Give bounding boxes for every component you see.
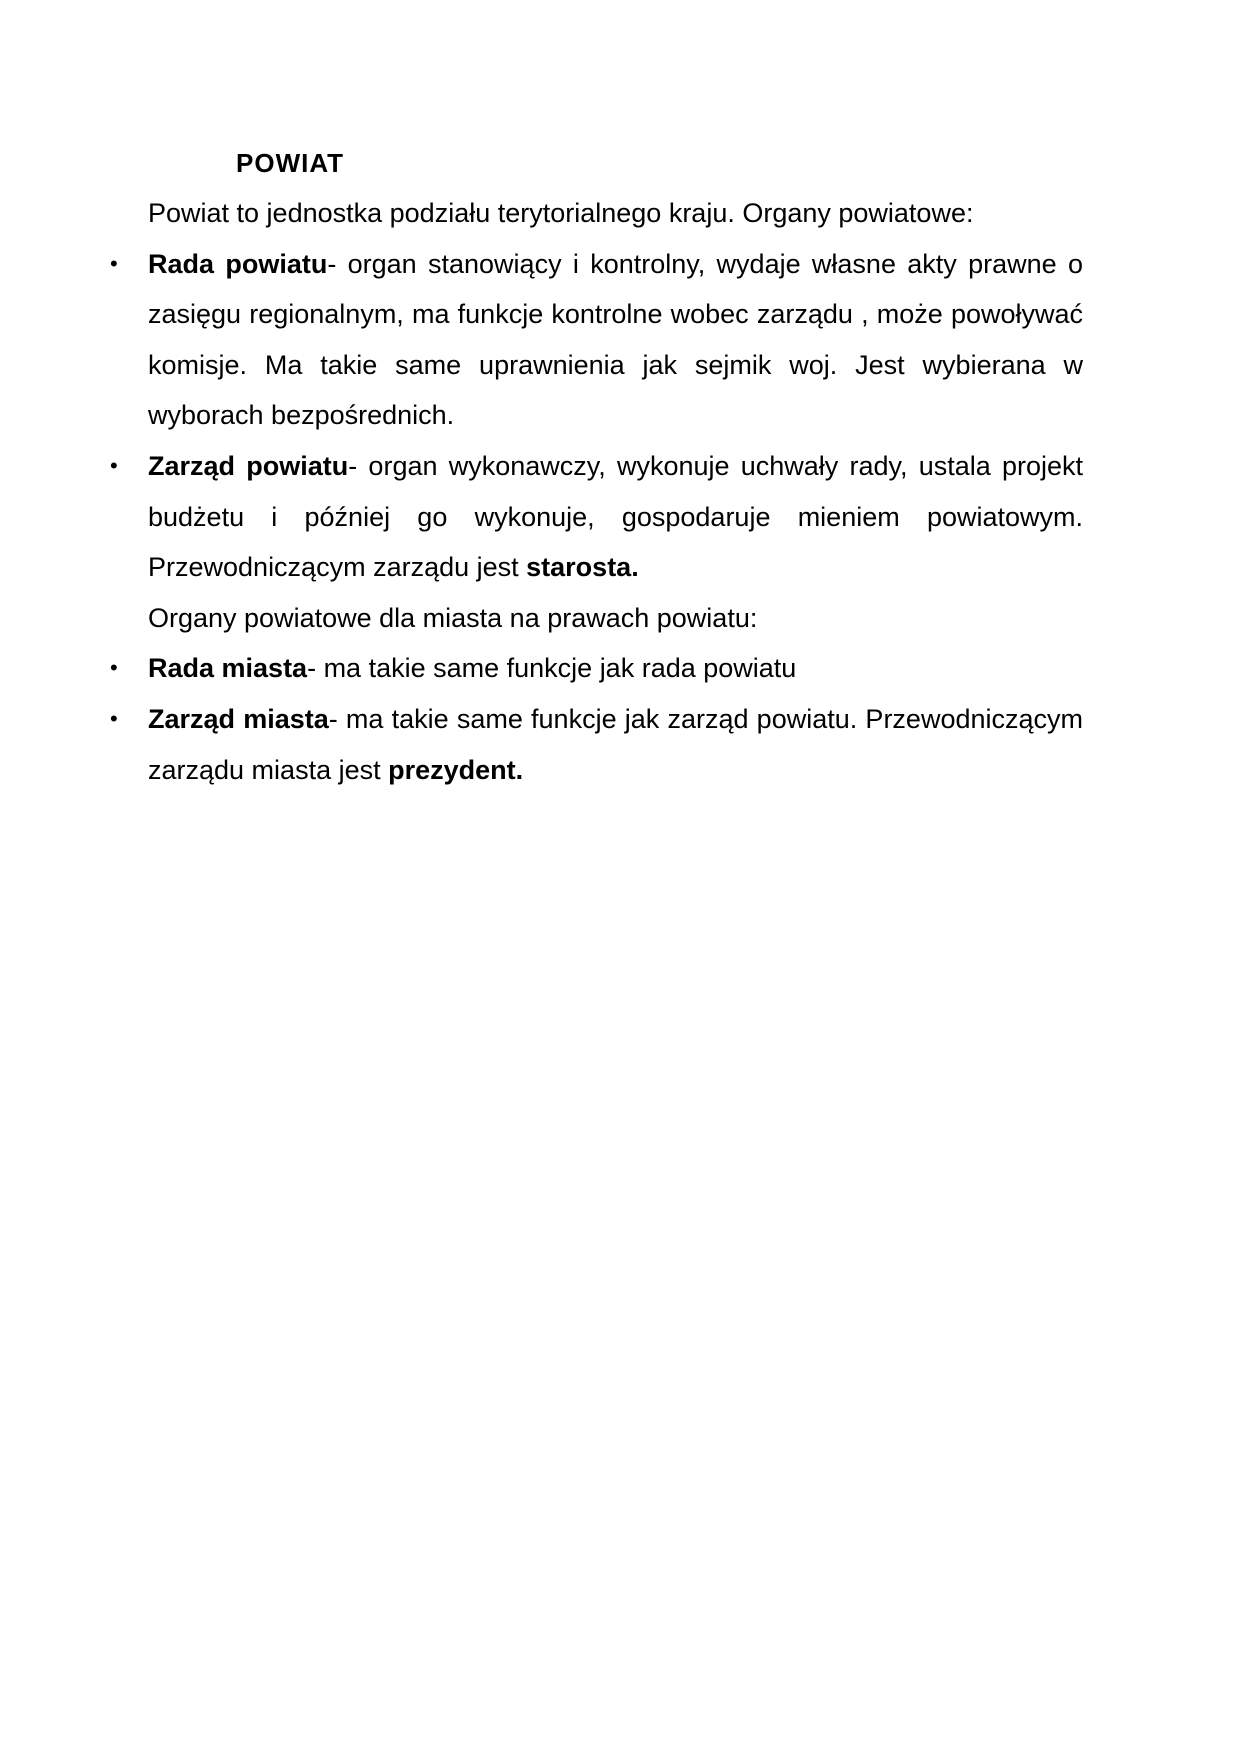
term-rada-miasta: Rada miasta <box>148 653 308 684</box>
definition-zarzad-powiatu: - organ wykonawczy, wykonuje uchwały rady, ustala projekt budżetu i później go wykonuje, gospodaruje mieniem powiatowym. Przewodniczącym zarządu jest <box>148 450 1083 583</box>
document-title: POWIAT <box>236 148 345 178</box>
definition-rada-miasta: - ma takie same funkcje jak rada powiatu <box>307 653 797 684</box>
definition-rada-powiatu: - organ stanowiący i kontrolny, wydaje własne akty prawne o zasięgu regionalnym, ma funkcje kontrolne wobec zarządu , może powoływać komisje. Ma takie same uprawnienia jak sejmik woj. Jest wybierana w wyborach bezpośrednich. <box>148 248 1083 431</box>
list-item <box>110 694 1083 795</box>
bullet-icon: • <box>110 452 118 478</box>
city-organs-list <box>110 643 1083 795</box>
bullet-icon: • <box>110 250 118 276</box>
term-prezydent: prezydent. <box>388 754 524 785</box>
term-zarzad-miasta: Zarząd miasta <box>148 703 329 734</box>
term-rada-powiatu: Rada powiatu <box>148 248 328 279</box>
bullet-icon: • <box>110 705 118 731</box>
list-item <box>110 239 1083 441</box>
definition-zarzad-miasta: - ma takie same funkcje jak zarząd powiatu. Przewodniczącym zarządu miasta jest <box>148 703 1083 785</box>
term-starosta: starosta. <box>526 552 639 583</box>
city-organs-paragraph: Organy powiatowe dla miasta na prawach powiatu: <box>148 602 758 633</box>
intro-paragraph: Powiat to jednostka podziału terytorialnego kraju. Organy powiatowe: <box>148 198 974 228</box>
organs-list <box>110 239 1083 593</box>
list-item <box>110 441 1083 593</box>
list-item <box>110 643 1083 694</box>
term-zarzad-powiatu: Zarząd powiatu <box>148 450 349 481</box>
bullet-icon: • <box>110 655 118 681</box>
document-body <box>110 138 1083 795</box>
